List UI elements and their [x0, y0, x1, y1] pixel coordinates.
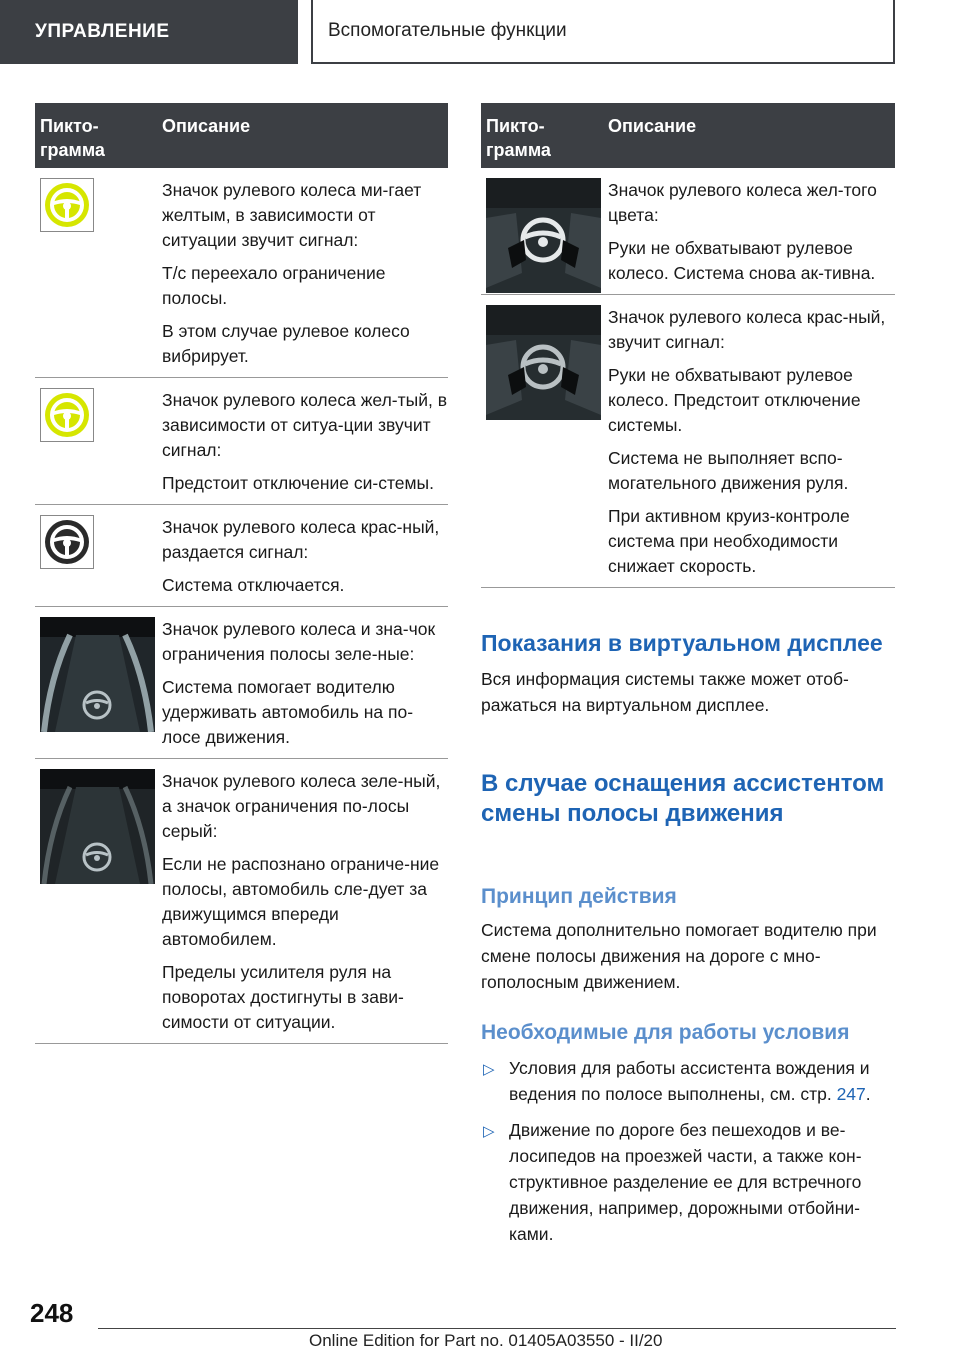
triangle-bullet-icon: ▷ [483, 1061, 495, 1078]
section-virtual-display [481, 628, 896, 718]
row-text: Значок рулевого колеса и зна-чок ограничения полосы зеле-ные: [162, 619, 436, 664]
chapter-title: Вспомогательные функции [311, 0, 895, 64]
row-text: Система отключается. [162, 575, 345, 595]
right-table [481, 103, 895, 588]
header-pictogram: Пикто-грамма [486, 116, 551, 160]
section-lane-change [481, 769, 896, 829]
table-row [481, 168, 895, 295]
table-row [35, 759, 448, 1044]
triangle-bullet-icon: ▷ [483, 1123, 495, 1140]
footer-divider [98, 1328, 896, 1329]
section-text: Система дополнительно помогает водителю при смене полосы движения на дороге с мно-гополосным движением. [481, 920, 877, 992]
header-pictogram: Пикто-грамма [40, 116, 105, 160]
row-text: Значок рулевого колеса ми-гает желтым, в зависимости от ситуации звучит сигнал: [162, 180, 422, 250]
lane-display-green-icon [40, 617, 155, 732]
subsection-heading: Принцип действия [481, 885, 677, 908]
section-tab[interactable]: УПРАВЛЕНИЕ [0, 0, 298, 64]
row-text: Система помогает водителю удерживать автомобиль на по-лосе движения. [162, 677, 414, 747]
list-item: ▷ Движение по дороге без пешеходов и ве-лосипедов на проезжей части, а также кон-структивное разделение ее для встречного движения, например, дорожными отбойни-ками. [483, 1120, 862, 1244]
row-text: Т/с переехало ограничение полосы. [162, 263, 386, 308]
section-text: Вся информация системы также может отоб-ражаться на виртуальном дисплее. [481, 669, 849, 715]
row-text: Если не распознано ограниче-ние полосы, автомобиль сле-дует за движущимся впереди автомобилем. [162, 854, 440, 949]
list-item: ▷ Условия для работы ассистента вождения и ведения по полосе выполнены, см. стр. 247. [483, 1058, 871, 1104]
table-row [35, 378, 448, 505]
steering-wheel-yellow-icon [40, 388, 94, 442]
table-row [35, 168, 448, 378]
steering-wheel-red-icon [40, 515, 94, 569]
table-row [35, 607, 448, 759]
row-text: При активном круиз-контроле система при необходимости снижает скорость. [608, 506, 850, 576]
row-text: Значок рулевого колеса крас-ный, звучит сигнал: [608, 307, 886, 352]
header-description: Описание [162, 116, 251, 136]
section-conditions [481, 1019, 896, 1257]
row-text: Руки не обхватывают рулевое колесо. Предстоит отключение системы. [608, 365, 861, 435]
steering-wheel-yellow-icon [40, 178, 94, 232]
section-heading: Показания в виртуальном дисплее [481, 630, 883, 656]
left-table [35, 103, 448, 1044]
page-link[interactable]: 247 [836, 1084, 866, 1104]
table-header [35, 103, 448, 168]
row-text: Значок рулевого колеса крас-ный, раздается сигнал: [162, 517, 440, 562]
lane-display-grey-icon [40, 769, 155, 884]
table-row [481, 295, 895, 588]
footer-edition: Online Edition for Part no. 01405A03550 - II/20 [309, 1331, 663, 1350]
row-text: Значок рулевого колеса жел-тый, в зависимости от ситуа-ции звучит сигнал: [162, 390, 447, 460]
table-row [35, 505, 448, 607]
table-header [481, 103, 895, 168]
row-text: Руки не обхватывают рулевое колесо. Система снова ак-тивна. [608, 238, 876, 283]
subsection-heading: Необходимые для работы условия [481, 1021, 850, 1044]
header-description: Описание [608, 116, 697, 136]
row-text: Значок рулевого колеса зеле-ный, а значок ограничения по-лосы серый: [162, 771, 441, 841]
hands-on-wheel-red-icon [486, 305, 601, 420]
page-number: 248 [30, 1298, 74, 1328]
row-text: Значок рулевого колеса жел-того цвета: [608, 180, 877, 225]
section-heading: В случае оснащения ассистентом смены полосы движения [481, 770, 885, 827]
section-principle [481, 883, 896, 995]
row-text: Система не выполняет вспо-могательного движения руля. [608, 448, 849, 493]
row-text: Предстоит отключение си-стемы. [162, 473, 435, 493]
hands-on-wheel-yellow-icon [486, 178, 601, 293]
row-text: В этом случае рулевое колесо вибрирует. [162, 321, 410, 366]
row-text: Пределы усилителя руля на поворотах достигнуты в зави-симости от ситуации. [162, 962, 404, 1032]
